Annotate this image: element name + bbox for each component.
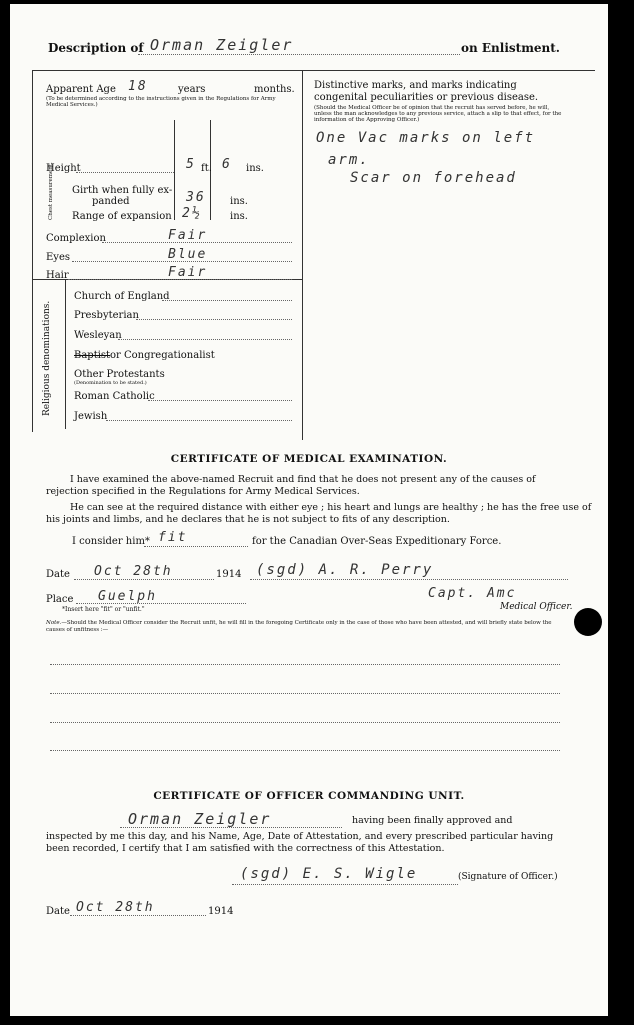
- fit-handwritten: fit: [158, 530, 188, 545]
- rel-baptist: Baptist: [74, 350, 111, 361]
- fit-dots: [144, 546, 248, 547]
- apparent-age-label: Apparent Age: [46, 84, 116, 95]
- distinctive-marks-note: (Should the Medical Officer be of opinion that the recruit has served before, he will, unless the man acknowledges to any previous service, attach a slip to that effect, for the information of the Approving Officer.): [314, 105, 562, 123]
- place-label: Place: [46, 594, 74, 605]
- religion-side-rule: [65, 279, 66, 429]
- rel-pres-dots: [136, 319, 292, 320]
- hair-handwritten: Fair: [168, 265, 208, 280]
- rel-ce-dots: [162, 300, 292, 301]
- on-enlistment-label: on Enlistment.: [461, 41, 560, 55]
- religious-denominations-side: Religious denominations.: [42, 300, 52, 416]
- height-ft-handwritten: 5: [186, 157, 196, 172]
- center-rule: [302, 70, 303, 440]
- unfit-line-4: [50, 750, 560, 751]
- recruit-name-handwritten: Orman Zeigler: [150, 36, 294, 54]
- insert-fit-note: *Insert here "fit" or "unfit.": [62, 606, 145, 613]
- girth-ins-label: ins.: [230, 196, 248, 207]
- medical-para-1: I have examined the above-named Recruit and find that he does not present any of the causes of rejection specified in the Regulations for Army Medical Services.: [46, 474, 536, 497]
- medical-date-label: Date: [46, 569, 70, 580]
- eyes-label: Eyes: [46, 252, 70, 263]
- marks-handwritten-1: One Vac marks on left: [316, 130, 536, 146]
- consider-him-label: I consider him*: [72, 536, 150, 547]
- commanding-name-handwritten: Orman Zeigler: [128, 810, 272, 828]
- commanding-certificate-title: CERTIFICATE OF OFFICER COMMANDING UNIT.: [153, 790, 465, 802]
- unfit-line-1: [50, 664, 560, 665]
- height-label: Height: [46, 163, 81, 174]
- medical-officer-label: Medical Officer.: [500, 602, 573, 612]
- unfit-line-3: [50, 722, 560, 723]
- medical-signature-dots: [250, 579, 568, 580]
- medical-year: 1914: [216, 569, 242, 580]
- commanding-date-label: Date: [46, 906, 70, 917]
- complexion-label: Complexion: [46, 233, 106, 244]
- rel-jew-dots: [106, 420, 292, 421]
- rel-rc-dots: [148, 400, 292, 401]
- commanding-text-2: inspected by me this day, and his Name, Age, Date of Attestation, and every prescribed particular having been recorded, I certify that I am satisfied with the correctness of this Attestation.: [46, 831, 554, 854]
- unfit-note: Note.—Should the Medical Officer consider the Recruit unfit, he will fill in the foregoing Certificate only in the case of those who have been attested, and will briefly state below the causes of unfitness :—: [46, 620, 552, 633]
- rel-congregationalist: or Congregationalist: [110, 350, 215, 361]
- rel-wesleyan: Wesleyan: [74, 330, 122, 341]
- distinctive-marks-heading: Distinctive marks, and marks indicating congenital peculiarities or previous disease.: [314, 80, 539, 103]
- years-label: years: [178, 84, 206, 95]
- place-handwritten: Guelph: [98, 589, 157, 604]
- rank-handwritten: Capt. Amc: [428, 586, 517, 601]
- commanding-year: 1914: [208, 906, 234, 917]
- place-dots: [76, 603, 246, 604]
- left-rule: [32, 70, 33, 432]
- eyes-handwritten: Blue: [168, 247, 208, 262]
- unfit-line-2: [50, 693, 560, 694]
- top-rule: [32, 70, 595, 71]
- months-label: months.: [254, 84, 295, 95]
- range-expansion-label: Range of expansion: [72, 211, 172, 222]
- rel-other-protestants: Other Protestants: [74, 369, 165, 380]
- commanding-signature-dots: [232, 884, 458, 885]
- complexion-handwritten: Fair: [168, 228, 208, 243]
- age-instruction-note: (To be determined according to the instructions given in the Regulations for Army Medical Services.): [46, 96, 276, 108]
- rel-church-of-england: Church of England: [74, 291, 170, 302]
- description-of-label: Description of: [48, 41, 144, 55]
- medical-date-handwritten: Oct 28th: [94, 564, 173, 579]
- chest-measurement-side: Chest measurement.: [48, 162, 54, 220]
- medical-para-2: He can see at the required distance with either eye ; his heart and lungs are healthy ; he has the free use of his joints and limbs, and he declares that he is not subject to fits of any description.: [46, 502, 592, 525]
- height-dots: [76, 172, 174, 173]
- age-years-handwritten: 18: [128, 79, 148, 94]
- marks-handwritten-2: arm.: [328, 152, 370, 168]
- ins-label: ins.: [246, 163, 264, 174]
- commanding-name-dots: [120, 827, 342, 828]
- medical-certificate-title: CERTIFICATE OF MEDICAL EXAMINATION.: [170, 453, 448, 465]
- medical-signature-handwritten: (sgd) A. R. Perry: [256, 562, 434, 578]
- hair-label: Hair: [46, 270, 69, 281]
- commanding-date-handwritten: Oct 28th: [76, 900, 155, 915]
- girth-label-2: panded: [92, 196, 130, 207]
- rel-other-note: (Denomination to be stated.): [74, 380, 147, 386]
- range-ins-label: ins.: [230, 211, 248, 222]
- binder-hole: [574, 608, 602, 636]
- rel-roman-catholic: Roman Catholic: [74, 391, 155, 402]
- marks-handwritten-3: Scar on forehead: [350, 170, 517, 186]
- ft-label: ft.: [201, 163, 212, 174]
- signature-of-officer-label: (Signature of Officer.): [458, 872, 558, 882]
- for-cef-label: for the Canadian Over-Seas Expeditionary Force.: [252, 536, 502, 547]
- height-in-handwritten: 6: [222, 157, 232, 172]
- rel-presbyterian: Presbyterian: [74, 310, 139, 321]
- girth-handwritten: 36: [186, 190, 206, 205]
- commanding-signature-handwritten: (sgd) E. S. Wigle: [240, 866, 418, 882]
- attestation-page: [10, 4, 608, 1016]
- range-handwritten: 2½: [182, 206, 202, 221]
- commanding-date-dots: [70, 915, 206, 916]
- girth-label-1: Girth when fully ex-: [72, 185, 173, 196]
- medical-date-dots: [74, 579, 214, 580]
- name-dotted-line: [138, 54, 460, 55]
- measure-col-rule-1: [174, 120, 175, 220]
- rel-wes-dots: [118, 339, 292, 340]
- commanding-text-1: having been finally approved and: [352, 815, 513, 826]
- rel-jewish: Jewish: [74, 411, 108, 422]
